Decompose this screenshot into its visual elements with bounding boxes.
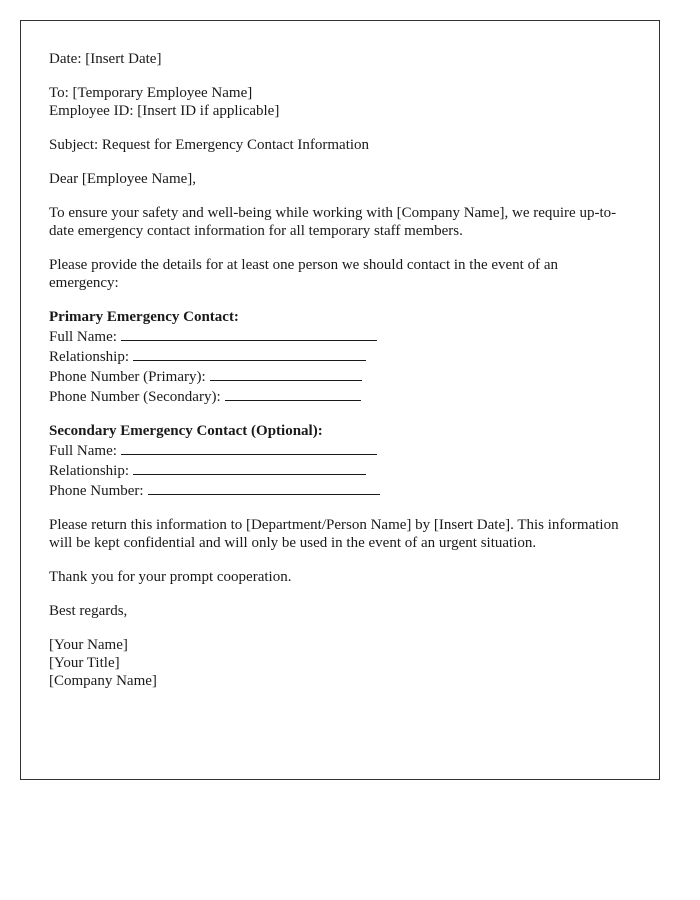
intro-paragraph: To ensure your safety and well-being while working with [Company Name], we require up-to-date emergency contact information for all temporary staff members.: [49, 205, 617, 239]
secondary-contact-title: Secondary Emergency Contact (Optional):: [49, 423, 323, 439]
primary-full-name-blank[interactable]: [121, 326, 377, 341]
primary-contact-title: Primary Emergency Contact:: [49, 309, 239, 325]
field-label: Phone Number (Secondary):: [49, 389, 221, 405]
signature-title: [Your Title]: [49, 655, 120, 671]
primary-full-name-field: [49, 326, 631, 346]
signature-company: [Company Name]: [49, 673, 157, 689]
primary-relationship-blank[interactable]: [133, 346, 366, 361]
secondary-relationship-field: [49, 460, 631, 480]
primary-phone-primary-blank[interactable]: [210, 366, 362, 381]
return-paragraph: Please return this information to [Department/Person Name] by [Insert Date]. This information will be kept confidential and will only be used in the event of an urgent situation.: [49, 517, 619, 551]
secondary-contact-section: [49, 422, 631, 500]
field-label: Relationship:: [49, 349, 129, 365]
closing: Best regards,: [49, 603, 128, 619]
recipient-block: [49, 84, 631, 120]
primary-contact-section: [49, 308, 631, 406]
primary-phone-secondary-field: [49, 386, 631, 406]
request-paragraph: Please provide the details for at least one person we should contact in the event of an emergency:: [49, 257, 559, 291]
field-label: Full Name:: [49, 443, 117, 459]
letter-document: [20, 20, 660, 780]
secondary-phone-blank[interactable]: [148, 480, 380, 495]
secondary-full-name-blank[interactable]: [121, 440, 377, 455]
signature-name: [Your Name]: [49, 637, 128, 653]
primary-phone-primary-field: [49, 366, 631, 386]
primary-relationship-field: [49, 346, 631, 366]
secondary-full-name-field: [49, 440, 631, 460]
date-line: Date: [Insert Date]: [49, 51, 162, 67]
secondary-phone-field: [49, 480, 631, 500]
salutation: Dear [Employee Name],: [49, 171, 197, 187]
secondary-relationship-blank[interactable]: [133, 460, 366, 475]
field-label: Phone Number:: [49, 483, 144, 499]
to-line: To: [Temporary Employee Name]: [49, 85, 253, 101]
thanks-line: Thank you for your prompt cooperation.: [49, 569, 292, 585]
primary-phone-secondary-blank[interactable]: [225, 386, 361, 401]
signature-block: [49, 636, 631, 690]
employee-id-line: Employee ID: [Insert ID if applicable]: [49, 103, 280, 119]
field-label: Relationship:: [49, 463, 129, 479]
field-label: Phone Number (Primary):: [49, 369, 206, 385]
field-label: Full Name:: [49, 329, 117, 345]
subject-line: Subject: Request for Emergency Contact Information: [49, 137, 370, 153]
